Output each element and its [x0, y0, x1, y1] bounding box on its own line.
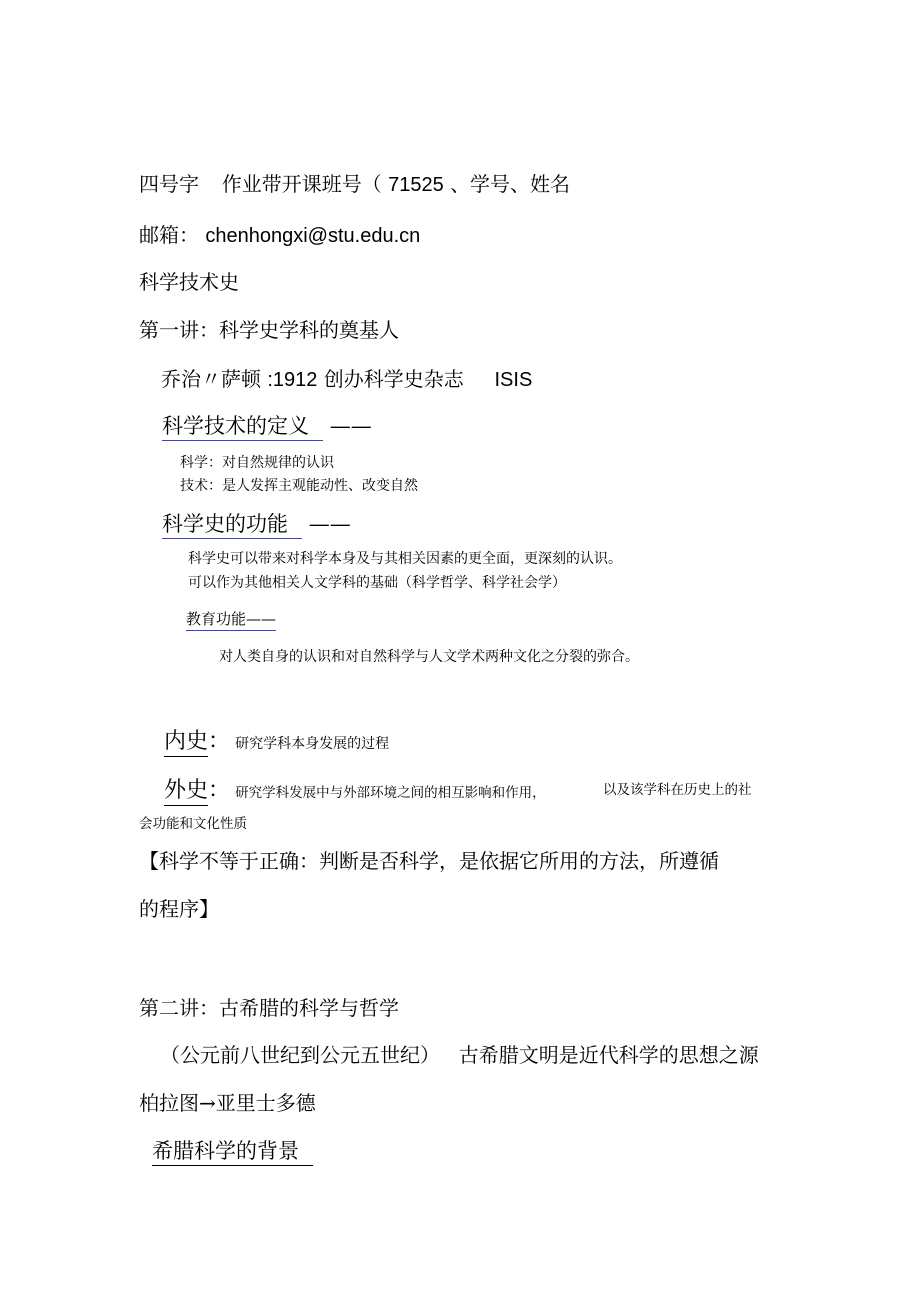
founder-year: :1912	[267, 369, 318, 391]
internal-history-line	[164, 731, 389, 753]
external-history-text: 研究学科发展中与外部环境之间的相互影响和作用，	[235, 785, 546, 801]
lecture1-title: 第一讲：科学史学科的奠基人	[139, 318, 399, 342]
function-heading	[162, 514, 351, 535]
email-line	[139, 225, 420, 246]
definition-heading-dash: ——	[329, 414, 372, 438]
assignment-instruction	[139, 174, 570, 195]
class-number: 71525	[388, 174, 444, 196]
instruction-class-number-label: 作业带开课班号（	[221, 172, 382, 196]
background-heading	[152, 1141, 313, 1162]
background-heading-text: 希腊科学的背景	[152, 1139, 313, 1166]
external-history-text-wrap: 会功能和文化性质	[139, 816, 247, 832]
course-title: 科学技术史	[139, 270, 239, 294]
internal-history-colon: ：	[208, 729, 231, 754]
external-history-label: 外史	[164, 778, 208, 806]
external-history-line	[164, 780, 546, 802]
education-heading	[186, 612, 276, 627]
founder-action: 创办科学史杂志	[323, 367, 464, 391]
function-heading-dash: ——	[308, 512, 351, 536]
definition-technology: 技术：是人发挥主观能动性、改变自然	[180, 478, 418, 494]
definition-heading	[162, 416, 372, 437]
external-history-colon: ：	[208, 778, 231, 803]
definition-science: 科学：对自然规律的认识	[180, 455, 334, 471]
greek-period-line	[160, 1045, 759, 1065]
greek-origin: 古希腊文明是近代科学的思想之源	[458, 1043, 759, 1067]
greek-period: （公元前八世纪到公元五世纪）	[160, 1043, 440, 1067]
definition-heading-text: 科学技术的定义	[162, 414, 323, 441]
lecture2-title: 第二讲：古希腊的科学与哲学	[139, 996, 399, 1020]
external-history-text-continued: 以及该学科在历史上的社	[603, 782, 752, 798]
internal-history-text: 研究学科本身发展的过程	[235, 736, 390, 752]
instruction-student-info: 、学号、姓名	[450, 172, 571, 196]
founder-name: 乔治〃萨顿	[161, 367, 261, 391]
function-heading-text: 科学史的功能	[162, 512, 302, 539]
journal-name: ISIS	[494, 369, 533, 391]
function-description-2: 可以作为其他相关人文学科的基础（科学哲学、科学社会学）	[188, 575, 566, 591]
instruction-font-size: 四号字	[139, 172, 199, 196]
founder-line	[161, 369, 532, 390]
education-heading-text: 教育功能——	[186, 610, 276, 631]
email-label: 邮箱：	[139, 223, 199, 247]
function-description-1: 科学史可以带来对科学本身及与其相关因素的更全面，更深刻的认识。	[188, 551, 622, 567]
internal-history-label: 内史	[164, 729, 208, 757]
education-description: 对人类自身的认识和对自然科学与人文学术两种文化之分裂的弥合。	[219, 649, 639, 665]
email-address[interactable]: chenhongxi@stu.edu.cn	[205, 225, 421, 247]
note-line-1: 【科学不等于正确：判断是否科学，是依据它所用的方法，所遵循	[139, 849, 719, 873]
note-line-2: 的程序】	[139, 897, 219, 921]
philosopher-lineage: 柏拉图→亚里士多德	[139, 1091, 316, 1115]
